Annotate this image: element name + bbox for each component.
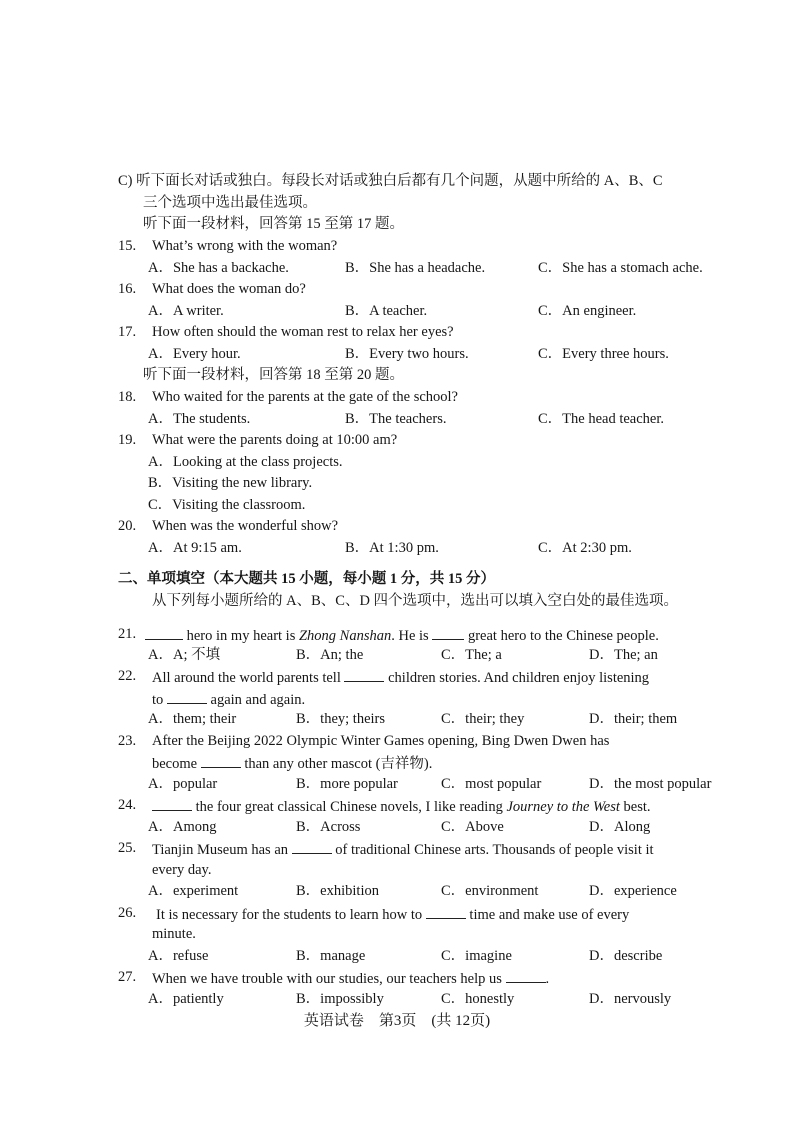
option-c[interactable]: C．environment (441, 883, 539, 899)
option-c[interactable]: C．At 2:30 pm. (538, 540, 632, 556)
question-number: 18. (118, 389, 137, 405)
answer-blank[interactable] (201, 753, 241, 768)
listening-instruction-line2: 三个选项中选出最佳选项。 (143, 195, 317, 211)
section-2-instruction: 从下列每小题所给的 A、B、C、D 四个选项中，选出可以填入空白处的最佳选项。 (152, 593, 679, 609)
question-number: 16. (118, 281, 137, 297)
option-b[interactable]: B．more popular (296, 776, 398, 792)
option-a[interactable]: A．experiment (148, 883, 239, 899)
answer-blank[interactable] (292, 839, 332, 854)
question-number: 23. (118, 733, 137, 749)
answer-blank[interactable] (344, 667, 384, 682)
question-text-cont: every day. (152, 862, 212, 878)
option-b[interactable]: B．Every two hours. (345, 346, 469, 362)
option-d[interactable]: D．their; them (589, 711, 678, 727)
question-text: It is necessary for the students to learn how to time and make use of every (156, 904, 629, 924)
question-text: How often should the woman rest to relax her eyes? (152, 324, 454, 340)
question-text: When we have trouble with our studies, our teachers help us . (152, 968, 549, 988)
option-c[interactable]: C．Visiting the classroom. (148, 497, 306, 513)
question-number: 20. (118, 518, 137, 534)
section-2-title: 二、单项填空（本大题共 15 小题，每小题 1 分，共 15 分） (118, 571, 495, 587)
option-b[interactable]: B．An; the (296, 647, 364, 663)
option-b[interactable]: B．At 1:30 pm. (345, 540, 439, 556)
question-number: 17. (118, 324, 137, 340)
question-number: 27. (118, 969, 137, 985)
question-text: All around the world parents tell children stories. And children enjoy listening (152, 667, 649, 687)
option-d[interactable]: D．experience (589, 883, 677, 899)
group2-intro: 听下面一段材料，回答第 18 至第 20 题。 (143, 367, 404, 383)
question-text: Tianjin Museum has an of traditional Chinese arts. Thousands of people visit it (152, 839, 654, 859)
answer-blank[interactable] (145, 625, 183, 640)
question-text: What were the parents doing at 10:00 am? (152, 432, 398, 448)
question-text-cont: minute. (152, 926, 196, 942)
option-c[interactable]: C．Above (441, 819, 504, 835)
answer-blank[interactable] (167, 689, 207, 704)
option-a[interactable]: A．A writer. (148, 303, 224, 319)
option-c[interactable]: C．Every three hours. (538, 346, 669, 362)
question-number: 22. (118, 668, 137, 684)
listening-instruction-line1: C) 听下面长对话或独白。每段长对话或独白后都有几个问题，从题中所给的 A、B、C (118, 173, 663, 189)
question-number: 25. (118, 840, 137, 856)
question-text: After the Beijing 2022 Olympic Winter Games opening, Bing Dwen Dwen has (152, 733, 610, 749)
option-a[interactable]: A．Among (148, 819, 217, 835)
option-c[interactable]: C．She has a stomach ache. (538, 260, 703, 276)
option-d[interactable]: D．describe (589, 948, 663, 964)
answer-blank[interactable] (426, 904, 466, 919)
question-number: 24. (118, 797, 137, 813)
question-text: What does the woman do? (152, 281, 306, 297)
option-b[interactable]: B．Visiting the new library. (148, 475, 313, 491)
option-c[interactable]: C．most popular (441, 776, 542, 792)
option-c[interactable]: C．imagine (441, 948, 512, 964)
question-number: 15. (118, 238, 137, 254)
option-d[interactable]: D．nervously (589, 991, 672, 1007)
page-footer: 英语试卷 第3页 (共 12页) (303, 1013, 491, 1029)
question-number: 21. (118, 626, 137, 642)
option-a[interactable]: A．popular (148, 776, 218, 792)
question-text-cont: become than any other mascot (吉祥物). (152, 753, 432, 773)
option-b[interactable]: B．A teacher. (345, 303, 428, 319)
option-c[interactable]: C．their; they (441, 711, 525, 727)
option-c[interactable]: C．The; a (441, 647, 502, 663)
option-c[interactable]: C．The head teacher. (538, 411, 665, 427)
option-a[interactable]: A．Looking at the class projects. (148, 454, 343, 470)
option-a[interactable]: A．patiently (148, 991, 224, 1007)
question-number: 26. (118, 905, 137, 921)
option-d[interactable]: D．Along (589, 819, 651, 835)
option-d[interactable]: D．The; an (589, 647, 658, 663)
question-text: When was the wonderful show? (152, 518, 339, 534)
option-b[interactable]: B．Across (296, 819, 361, 835)
question-text-cont: to again and again. (152, 689, 305, 709)
option-b[interactable]: B．She has a headache. (345, 260, 486, 276)
answer-blank[interactable] (152, 796, 192, 811)
question-text: Who waited for the parents at the gate of the school? (152, 389, 458, 405)
option-a[interactable]: A．The students. (148, 411, 251, 427)
option-c[interactable]: C．honestly (441, 991, 515, 1007)
question-text: the four great classical Chinese novels, I like reading Journey to the West best. (152, 796, 651, 816)
option-a[interactable]: A．At 9:15 am. (148, 540, 242, 556)
answer-blank[interactable] (506, 968, 546, 983)
group1-intro: 听下面一段材料，回答第 15 至第 17 题。 (143, 216, 404, 232)
option-a[interactable]: A．A; 不填 (148, 647, 221, 663)
question-number: 19. (118, 432, 137, 448)
option-a[interactable]: A．refuse (148, 948, 209, 964)
option-c[interactable]: C．An engineer. (538, 303, 637, 319)
answer-blank[interactable] (432, 625, 464, 640)
option-b[interactable]: B．impossibly (296, 991, 384, 1007)
option-b[interactable]: B．exhibition (296, 883, 379, 899)
question-text: hero in my heart is Zhong Nanshan. He is great hero to the Chinese people. (145, 625, 659, 645)
option-a[interactable]: A．Every hour. (148, 346, 241, 362)
option-b[interactable]: B．they; theirs (296, 711, 386, 727)
option-a[interactable]: A．them; their (148, 711, 237, 727)
question-text: What’s wrong with the woman? (152, 238, 338, 254)
option-d[interactable]: D．the most popular (589, 776, 712, 792)
option-b[interactable]: B．manage (296, 948, 366, 964)
option-a[interactable]: A．She has a backache. (148, 260, 289, 276)
option-b[interactable]: B．The teachers. (345, 411, 447, 427)
